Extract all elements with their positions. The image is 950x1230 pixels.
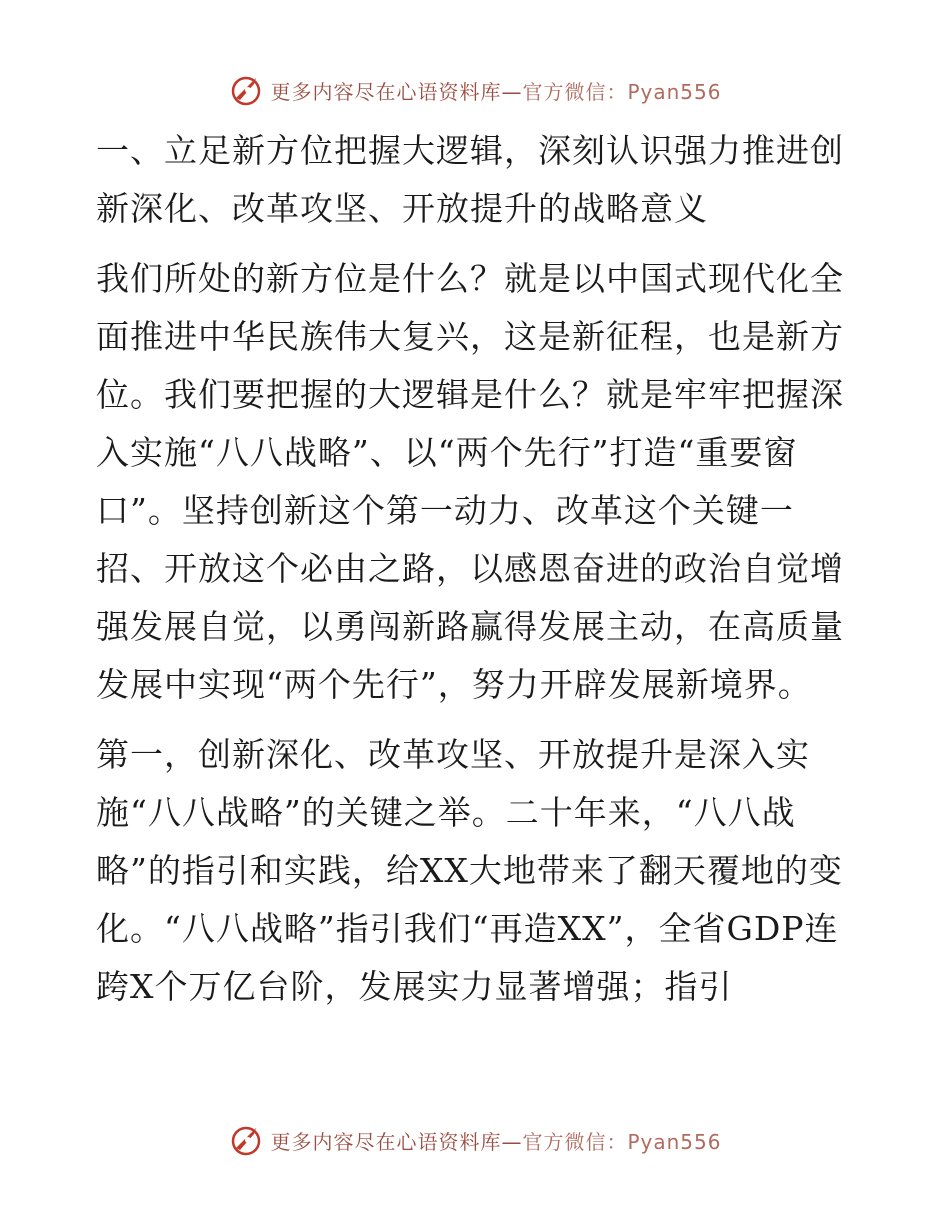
section-heading: 一、立足新方位把握大逻辑，深刻认识强力推进创新深化、改革攻坚、开放提升的战略意义 <box>96 131 844 228</box>
header-banner <box>0 70 950 110</box>
pen-flame-logo-icon <box>228 72 264 108</box>
paragraph-2: 第一，创新深化、改革攻坚、开放提升是深入实施“八八战略”的关键之举。二十年来，“八八战略”的指引和实践，给XX大地带来了翻天覆地的变化。“八八战略”指引我们“再造XX”，全省GDP连跨X个万亿台阶，发展实力显著增强；指引 <box>96 735 843 1006</box>
document-body <box>96 122 851 1028</box>
banner-text: 更多内容尽在心语资料库—官方微信：Pyan556 <box>270 1129 722 1154</box>
footer-banner <box>0 1120 950 1160</box>
paragraph-1: 我们所处的新方位是什么？就是以中国式现代化全面推进中华民族伟大复兴，这是新征程，也是新方位。我们要把握的大逻辑是什么？就是牢牢把握深入实施“八八战略”、以“两个先行”打造“重要窗口”。坚持创新这个第一动力、改革这个关键一招、开放这个必由之路，以感恩奋进的政治自觉增强发展自觉，以勇闯新路赢得发展主动，在高质量发展中实现“两个先行”，努力开辟发展新境界。 <box>96 259 844 704</box>
banner-text: 更多内容尽在心语资料库—官方微信：Pyan556 <box>270 79 722 104</box>
pen-flame-logo-icon <box>228 1122 264 1158</box>
